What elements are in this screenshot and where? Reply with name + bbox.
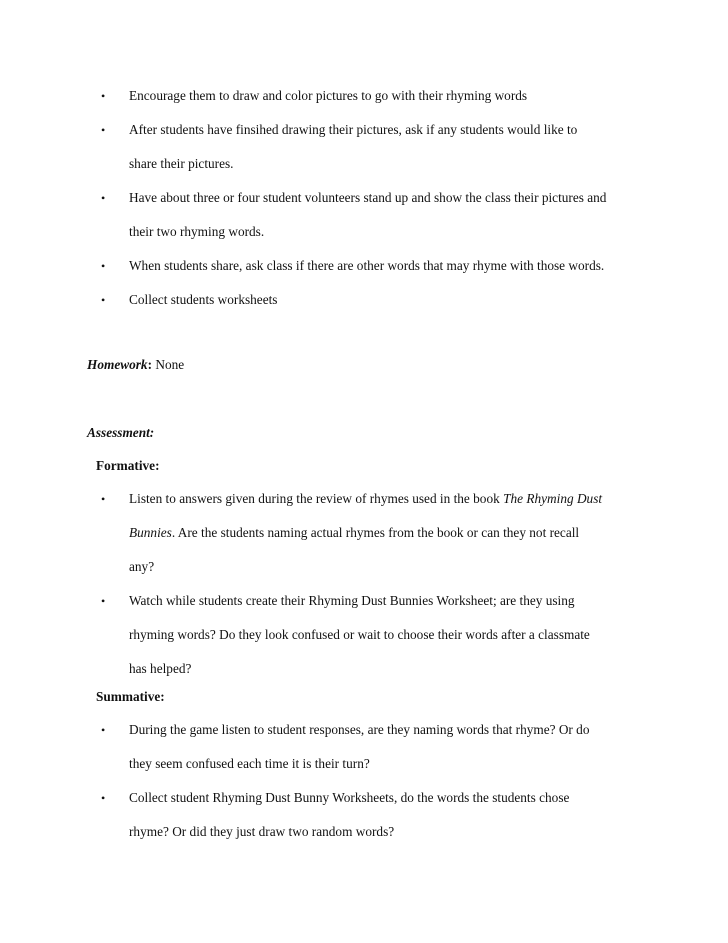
list-item-text	[129, 516, 658, 550]
bullet-icon: •	[101, 791, 106, 805]
list-item	[0, 249, 728, 283]
summative-heading: Summative:	[96, 689, 165, 704]
list-item	[0, 181, 728, 249]
list-item-text: rhyme? Or did they just draw two random words?	[129, 824, 395, 839]
homework-colon: :	[147, 357, 153, 372]
bullet-icon: •	[101, 492, 106, 506]
book-title: The Rhyming Dust	[503, 491, 603, 506]
list-item	[0, 713, 728, 781]
bullet-icon: •	[101, 723, 106, 737]
list-item-text-segment: . Are the students naming actual rhymes from the book or can they not recall	[171, 525, 580, 540]
list-item-text: has helped?	[129, 661, 192, 676]
list-item-text: rhyming words? Do they look confused or wait to choose their words after a classmate	[129, 627, 590, 642]
list-item	[0, 79, 728, 113]
list-item	[0, 113, 728, 181]
list-item-text-segment: Listen to answers given during the review of rhymes used in the book	[129, 491, 504, 506]
book-title: Bunnies	[129, 525, 172, 540]
bullet-icon: •	[101, 89, 106, 103]
list-item-text: they seem confused each time it is their turn?	[129, 756, 370, 771]
homework-value: None	[152, 357, 185, 372]
list-item-text: Collect students worksheets	[129, 292, 278, 307]
formative-heading: Formative:	[96, 458, 160, 473]
list-item	[0, 283, 728, 317]
list-item-text: When students share, ask class if there are other words that may rhyme with those words.	[129, 258, 605, 273]
bullet-icon: •	[101, 191, 106, 205]
formative-list	[0, 482, 728, 686]
list-item	[0, 584, 728, 686]
list-item-text: share their pictures.	[129, 156, 234, 171]
list-item	[0, 781, 728, 849]
list-item-text: Encourage them to draw and color pictures to go with their rhyming words	[129, 88, 528, 103]
list-item-text: their two rhyming words.	[129, 224, 265, 239]
bullet-icon: •	[101, 123, 106, 137]
list-item-text: Watch while students create their Rhyming Dust Bunnies Worksheet; are they using	[129, 593, 575, 608]
list-item-text	[129, 482, 658, 516]
list-item	[0, 482, 728, 584]
list-item-text: Have about three or four student volunteers stand up and show the class their pictures and	[129, 190, 607, 205]
list-item-text: any?	[129, 559, 155, 574]
assessment-heading: Assessment:	[87, 425, 155, 440]
list-item-text: Collect student Rhyming Dust Bunny Worksheets, do the words the students chose	[129, 790, 570, 805]
activity-steps-list	[0, 79, 728, 317]
list-item-text: After students have finsihed drawing their pictures, ask if any students would like to	[129, 122, 578, 137]
homework-label: Homework	[87, 357, 148, 372]
list-item-text: During the game listen to student responses, are they naming words that rhyme? Or do	[129, 722, 590, 737]
bullet-icon: •	[101, 293, 106, 307]
summative-list	[0, 713, 728, 849]
homework-line	[87, 357, 184, 373]
bullet-icon: •	[101, 594, 106, 608]
bullet-icon: •	[101, 259, 106, 273]
